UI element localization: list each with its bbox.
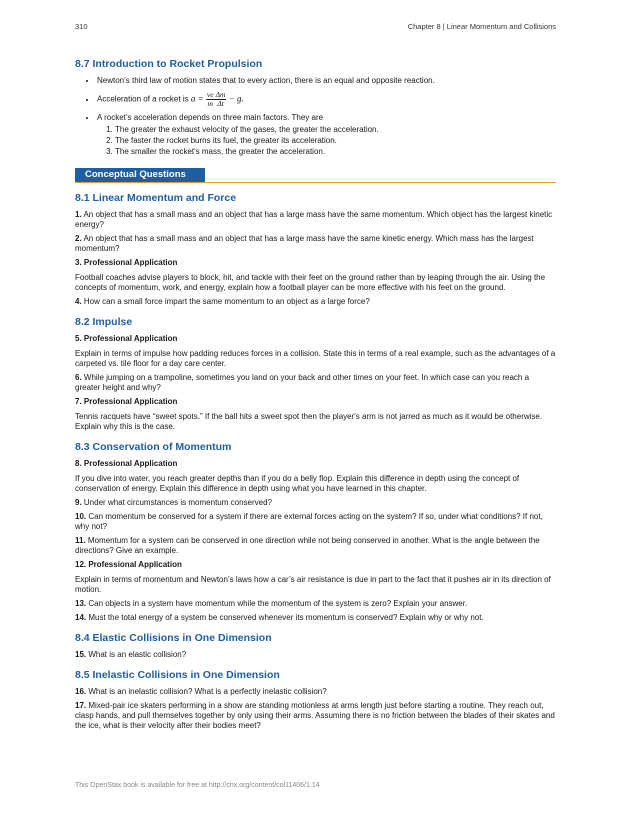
question-label: 8. Professional Application	[75, 459, 178, 468]
chapter-title: Chapter 8 | Linear Momentum and Collisions	[407, 22, 556, 31]
question: 16. What is an inelastic collision? What is a perfectly inelastic collision?	[75, 687, 327, 696]
list-item: • Newton’s third law of motion states that to every action, there is an equal and opposite reaction.	[97, 76, 556, 86]
page-footer: This OpenStax book is available for free at http://cnx.org/content/col11406/1.14	[75, 782, 320, 789]
section-8-1	[75, 192, 556, 307]
section-heading: 8.5 Inelastic Collisions in One Dimension	[75, 669, 280, 681]
question: Explain in terms of momentum and Newton’s laws how a car’s air resistance is due in part to the fact that it pushes air in its direction of motion.	[75, 575, 551, 594]
question: 4. How can a small force impart the same momentum to an object as a large force?	[75, 297, 370, 306]
page-number: 310	[75, 22, 88, 31]
question: 6. While jumping on a trampoline, sometimes you land on your back and other times on your feet. In which case can you reach a greater height and why?	[75, 373, 530, 392]
section-8-5	[75, 669, 556, 731]
question: 10. Can momentum be conserved for a system if there are external forces acting on the system? If so, under what conditions? If not, why not?	[75, 512, 543, 531]
summary-list	[75, 76, 556, 157]
list-item: 3. The smaller the rocket's mass, the greater the acceleration.	[115, 147, 556, 157]
list-item: • A rocket’s acceleration depends on three main factors. They are 1. The greater the exhaust velocity of the gases, the greater the acceleration. 2. The faster the rocket burns its fuel, the greater its acceleration. 3. The smaller the rocket's mass, the greater the acceleration.	[97, 113, 556, 157]
list-item: 2. The faster the rocket burns its fuel, the greater its acceleration.	[115, 136, 556, 146]
question-label: 5. Professional Application	[75, 334, 178, 343]
formula-label: Acceleration of a rocket is	[97, 94, 189, 104]
section-heading: 8.2 Impulse	[75, 316, 133, 328]
question: 15. What is an elastic collision?	[75, 650, 187, 659]
question: 17. Mixed-pair ice skaters performing in a show are standing motionless at arms length just before starting a routine. They reach out, clasp hands, and pull themselves together by only using their arms. Assuming there is no friction between the blades of their skates and the ice, what is their velocity after their bodies meet?	[75, 701, 555, 730]
question: 1. An object that has a small mass and an object that has a large mass have the same momentum. Which object has the largest kinetic energy?	[75, 210, 553, 229]
question: 14. Must the total energy of a system be conserved whenever its momentum is conserved? Explain why or why not.	[75, 613, 484, 622]
list-item	[97, 91, 556, 108]
rocket-section	[75, 58, 556, 157]
question: Football coaches advise players to block, hit, and tackle with their feet on the ground rather than by leaping through the air. Using the concepts of momentum, work, and energy, explain how a football player can be more effective with his feet on the ground.	[75, 273, 546, 292]
page-content	[75, 58, 556, 740]
question-label: 3. Professional Application	[75, 258, 178, 267]
factors-list	[97, 125, 556, 157]
question: Explain in terms of impulse how padding reduces forces in a collision. State this in terms of a real example, such as the advantages of a carpeted vs. tile floor for a day care center.	[75, 349, 556, 368]
question: 9. Under what circumstances is momentum conserved?	[75, 498, 272, 507]
question-label: 7. Professional Application	[75, 397, 178, 406]
section-8-3	[75, 441, 556, 623]
section-heading: 8.1 Linear Momentum and Force	[75, 192, 237, 204]
question: 13. Can objects in a system have momentum while the momentum of the system is zero? Explain your answer.	[75, 599, 468, 608]
fraction: $\frac{ve}{m}$	[206, 90, 214, 108]
fraction: $\frac{\Delta m}{\Delta t}$	[215, 90, 226, 108]
question-label: 12. Professional Application	[75, 560, 182, 569]
question: 2. An object that has a small mass and an object that has a large mass have the same kinetic energy. Which mass has the largest momentum?	[75, 234, 534, 253]
question: If you dive into water, you reach greater depths than if you do a belly flop. Explain this difference in depth using the concept of conservation of energy. Explain this difference in depth using what you have learned in this chapter.	[75, 474, 520, 493]
section-heading: 8.7 Introduction to Rocket Propulsion	[75, 58, 263, 70]
section-heading: 8.4 Elastic Collisions in One Dimension	[75, 632, 272, 644]
question: Tennis racquets have “sweet spots.” If the ball hits a sweet spot then the player's arm is not jarred as much as it would be otherwise. Explain why this is the case.	[75, 412, 543, 431]
list-item: 1. The greater the exhaust velocity of the gases, the greater the acceleration.	[115, 125, 556, 135]
question: 11. Momentum for a system can be conserved in one direction while not being conserved in another. What is the angle between the directions? Give an example.	[75, 536, 540, 555]
banner-label: Conceptual Questions	[75, 168, 205, 182]
rocket-acceleration-formula: a = $\frac{ve}{m}$ $\frac{\Delta m}{\Delta t}$ − g.	[190, 90, 244, 108]
conceptual-questions-banner	[75, 168, 556, 183]
section-8-2	[75, 316, 556, 432]
section-8-4	[75, 632, 556, 660]
section-heading: 8.3 Conservation of Momentum	[75, 441, 232, 453]
